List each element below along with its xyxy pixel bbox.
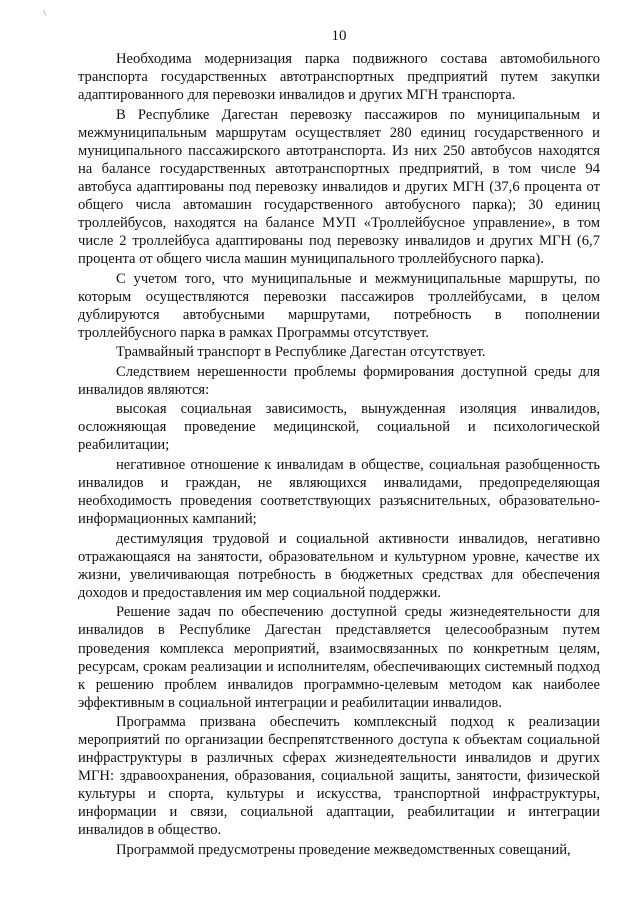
paragraph-program-measures: Программой предусмотрены проведение межведомственных совещаний, [116,842,571,859]
paragraph-social-dependence: высокая социальная зависимость, вынужденная изоляция инвалидов, осложняющая проведение медицинской, социальной и психологической реабилитации; [78,401,600,454]
paragraph-program-purpose: Программа призвана обеспечить комплексный подход к реализации мероприятий по организации беспрепятственного доступа к объектам социальной инфраструктуры в различных сферах жизнедеятельности инвалидов и других МГН: здравоохранения, образования, социальной защиты, занятости, физической культуры и спорта, культуры и искусства, транспортной инфраструктуры, информации и связи, социальной адаптации, реабилитации и интеграции инвалидов в общество. [78,714,600,839]
paragraph-negative-attitude: негативное отношение к инвалидам в обществе, социальная разобщенность инвалидов и граждан, не являющихся инвалидами, предопределяющая необходимость проведения соответствующих разъяснительных, образовательно-информационных кампаний; [78,457,600,528]
page-number: 10 [331,28,347,44]
paragraph-destimulation: дестимуляция трудовой и социальной активности инвалидов, негативно отражающаяся на занятости, образовательном и культурном уровне, качестве их жизни, увеличивающая потребность в бюджетных средствах для обеспечения доходов и предоставления им мер социальной поддержки. [78,530,600,601]
paragraph-trolleybus-routes: С учетом того, что муниципальные и межмуниципальные маршруты, по которым осуществляются перевозки пассажиров троллейбусами, в целом дублируются автобусными маршрутами, потребность в пополнении троллейбусного парка в рамках Программы отсутствует. [78,270,600,341]
scan-mark [43,8,50,16]
paragraph-solution-approach: Решение задач по обеспечению доступной среды жизнедеятельности для инвалидов в Республике Дагестан представляется целесообразным путем проведения комплекса мероприятий, взаимосвязанных по конкретным целям, ресурсам, срокам реализации и исполнителям, обеспечивающих системный подход к решению проблем инвалидов программно-целевым методом как наиболее эффективным в социальной интеграции и реабилитации инвалидов. [78,604,600,711]
paragraph-fleet-modernization: Необходима модернизация парка подвижного состава автомобильного транспорта государственных автотранспортных предприятий путем закупки адаптированного для перевозки инвалидов и других МГН транспорта. [78,51,600,104]
paragraph-consequences-intro: Следствием нерешенности проблемы формирования доступной среды для инвалидов являются: [78,363,600,398]
paragraph-tram-absence: Трамвайный транспорт в Республике Дагестан отсутствует. [116,344,486,361]
paragraph-passenger-transport: В Республике Дагестан перевозку пассажиров по муниципальным и межмуниципальным маршрутам осуществляет 280 единиц государственного и муниципального пассажирского автотранспорта. Из них 250 автобусов находятся на балансе государственных автотранспортных предприятий, в том числе 94 автобуса адаптированы под перевозку инвалидов и других МГН (37,6 процента от общего числа автомашин государственного автобусного парка); 30 единиц троллейбусов, находятся на балансе МУП «Троллейбусное управление», в том числе 2 троллейбуса адаптированы под перевозку инвалидов и других МГН (6,7 процента от общего числа машин муниципального троллейбусного парка). [78,106,600,268]
